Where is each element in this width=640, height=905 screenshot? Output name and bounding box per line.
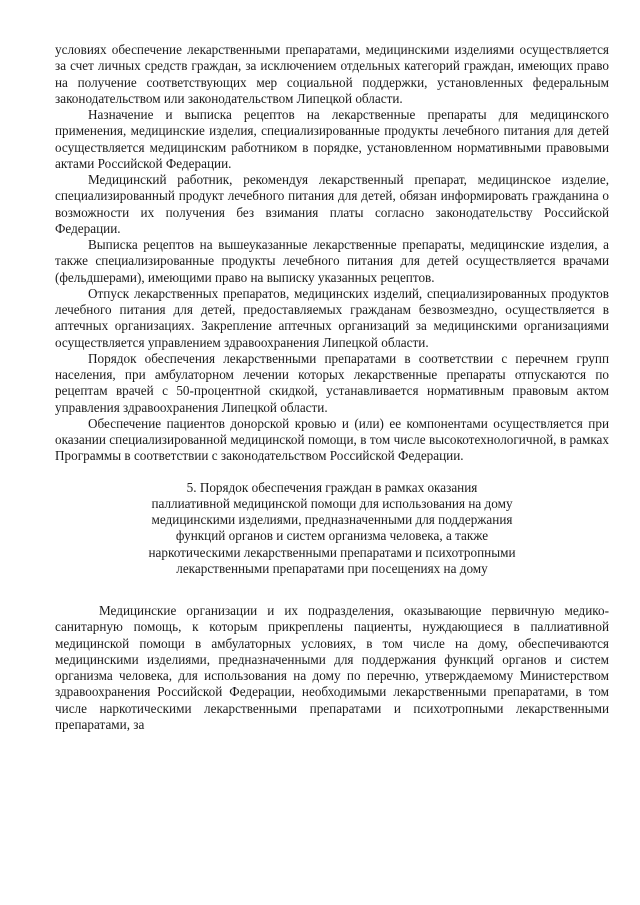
paragraph-palliative-provision: Медицинские организации и их подразделения, оказывающие первичную медико-санитарную помощь, к которым прикреплены пациенты, нуждающиеся в паллиативной медицинской помощи в амбулаторных условиях, в том числе на дому, обеспечиваются медицинскими изделиями, предназначенными для поддержания функций органов и систем организма человека, для использования на дому по перечню, утверждаемому Министерством здравоохранения Российской Федерации, необходимыми лекарственными препаратами, в том числе наркотическими лекарственными препаратами и психотропными лекарственными препаратами, за: [55, 603, 609, 732]
section-heading-line: функций органов и систем организма человека, а также: [175, 528, 489, 544]
section-heading-line: наркотическими лекарственными препаратами и психотропными: [148, 544, 516, 560]
section-heading-line: медицинскими изделиями, предназначенными для поддержания: [151, 512, 513, 527]
section-heading: [55, 465, 609, 604]
paragraph-pharmacy-dispensing: Отпуск лекарственных препаратов, медицинских изделий, специализированных продуктов лечебного питания для детей, предоставляемых гражданам безвозмездно, осуществляется в аптечных организациях. Закрепление аптечных организаций за медицинскими организациями осуществляется управлением здравоохранения Липецкой области.: [55, 285, 609, 350]
paragraph-prescription-by-doctors: Выписка рецептов на вышеуказанные лекарственные препараты, медицинские изделия, а также специализированные продукты лечебного питания для детей осуществляется врачами (фельдшерами), имеющими право на выписку указанных рецептов.: [55, 237, 609, 285]
paragraph-medical-worker-obligation: Медицинский работник, рекомендуя лекарственный препарат, медицинское изделие, специализированный продукт лечебного питания для детей, обязан информировать гражданина о возможности их получения без взимания платы согласно законодательству Российской Федерации.: [55, 172, 609, 236]
paragraph-donor-blood: Обеспечение пациентов донорской кровью и (или) ее компонентами осуществляется при оказании специализированной медицинской помощи, в том числе высокотехнологичной, в рамках Программы в соответствии с законодательством Российской Федерации.: [55, 415, 609, 464]
section-heading-line: паллиативной медицинской помощи для использования на дому: [151, 495, 513, 511]
paragraph-discount-order: Порядок обеспечения лекарственными препаратами в соответствии с перечнем групп населения, при амбулаторном лечении которых лекарственные препараты отпускаются по рецептам врачей с 50-процентной скидкой, устанавливается нормативным правовым актом управления здравоохранения Липецкой области.: [55, 350, 609, 415]
section-heading-line: лекарственными препаратами при посещениях на дому: [176, 560, 488, 576]
document-page: [55, 42, 609, 733]
paragraph-prescription-issuance: Назначение и выписка рецептов на лекарственные препараты для медицинского применения, медицинские изделия, специализированные продукты лечебного питания для детей осуществляется медицинским работником в порядке, установленном нормативными правовыми актами Российской Федерации.: [55, 107, 609, 171]
paragraph-medication-at-own-expense: условиях обеспечение лекарственными препаратами, медицинскими изделиями осуществляется за счет личных средств граждан, за исключением отдельных категорий граждан, имеющих право на получение соответствующих мер социальной поддержки, установленных федеральным законодательством или законодательством Липецкой области.: [55, 42, 609, 106]
section-heading-line: 5. Порядок обеспечения граждан в рамках оказания: [186, 479, 478, 495]
